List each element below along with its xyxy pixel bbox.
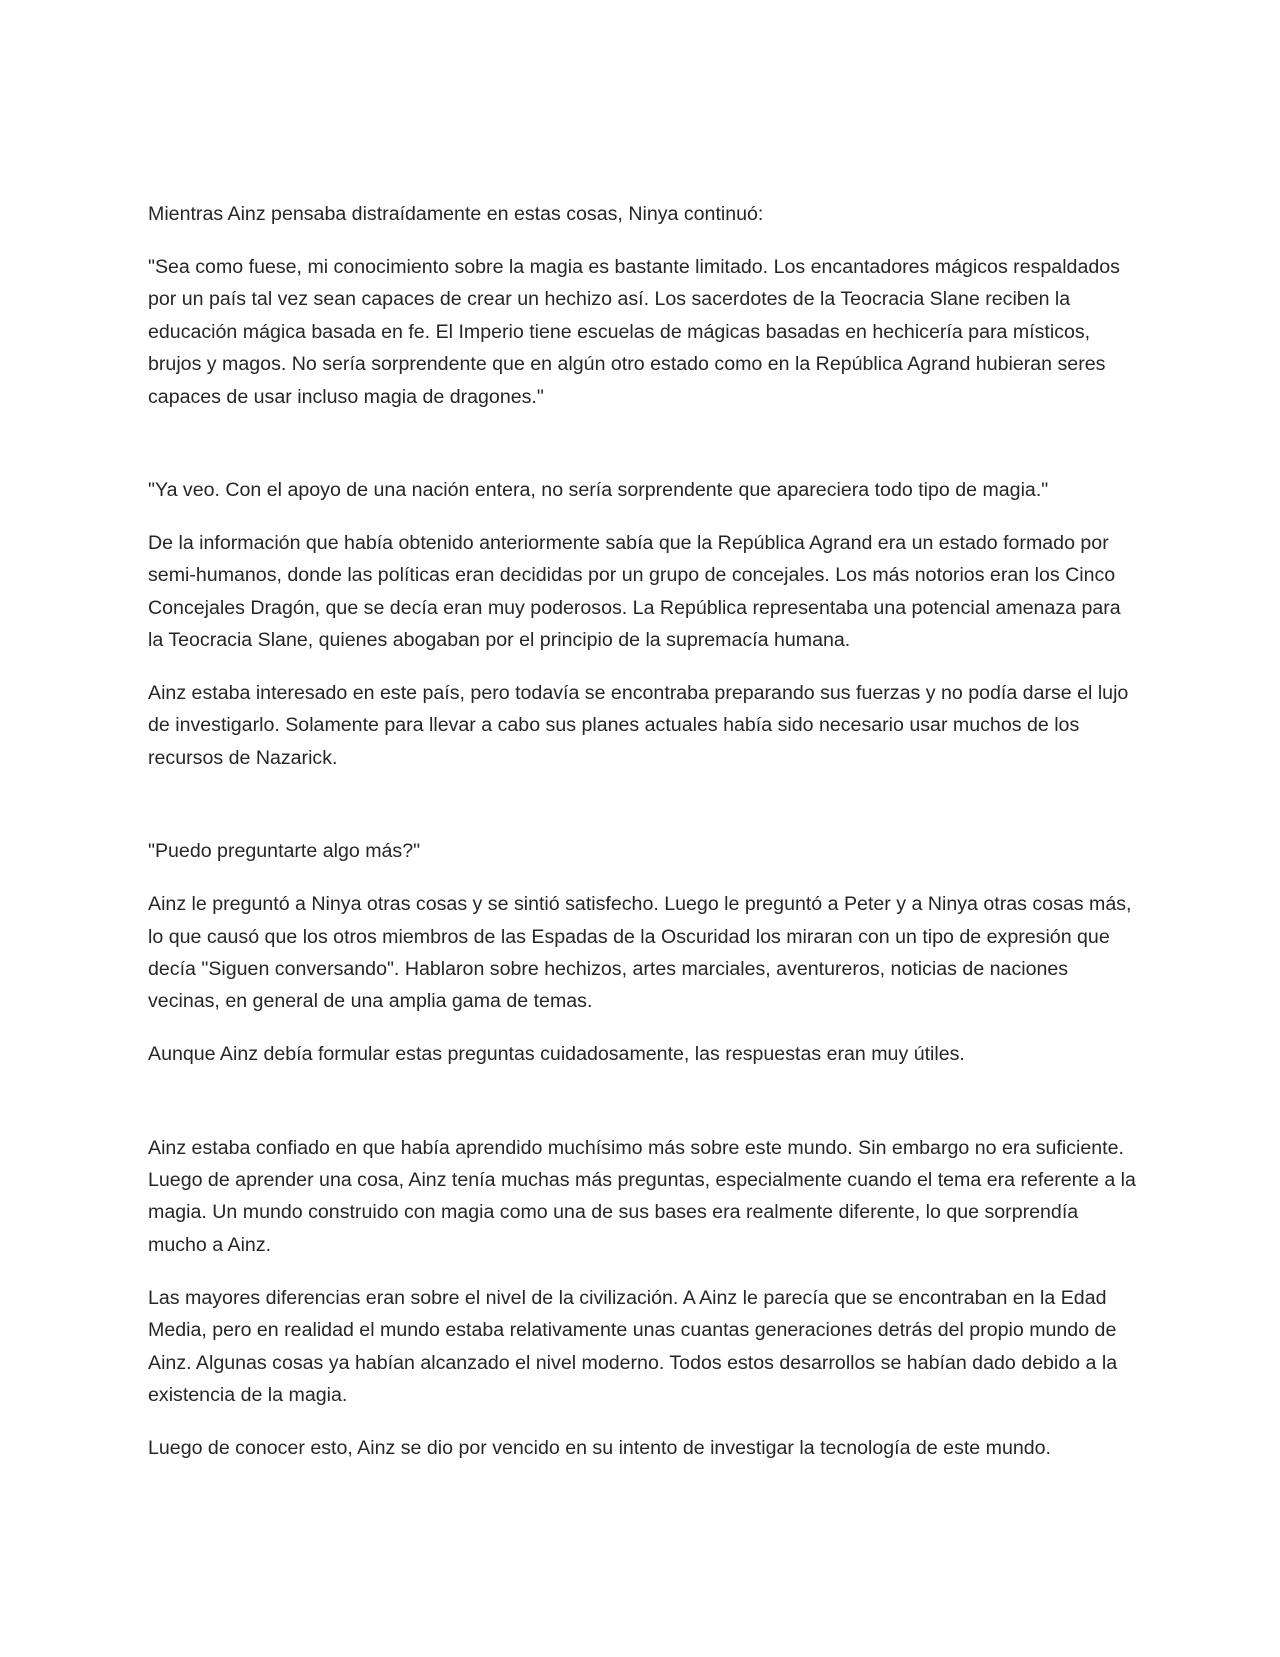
paragraph: Ainz le preguntó a Ninya otras cosas y se sintió satisfecho. Luego le preguntó a Peter y a Ninya otras cosas más, lo que causó que los otros miembros de las Espadas de la Oscuridad los miraran con un tipo de expresión que decía "Siguen conversando". Hablaron sobre hechizos, artes marciales, aventureros, noticias de naciones vecinas, en general de una amplia gama de temas.: [148, 893, 1132, 1013]
paragraph: Ainz estaba confiado en que había aprendido muchísimo más sobre este mundo. Sin embargo no era suficiente. Luego de aprender una cosa, Ainz tenía muchas más preguntas, especialmente cuando el tema era referente a la magia. Un mundo construido con magia como una de sus bases era realmente diferente, lo que sorprendía mucho a Ainz.: [148, 1136, 1136, 1256]
paragraph: Las mayores diferencias eran sobre el nivel de la civilización. A Ainz le parecía que se encontraban en la Edad Media, pero en realidad el mundo estaba relativamente unas cuantas generaciones detrás del propio mundo de Ainz. Algunas cosas ya habían alcanzado el nivel moderno. Todos estos desarrollos se habían dado debido a la existencia de la magia.: [148, 1286, 1118, 1406]
document-body: [148, 198, 1138, 1485]
paragraph: Ainz estaba interesado en este país, pero todavía se encontraba preparando sus fuerzas y no podía darse el lujo de investigarlo. Solamente para llevar a cabo sus planes actuales había sido necesario usar muchos de los recursos de Nazarick.: [148, 681, 1129, 769]
paragraph: Mientras Ainz pensaba distraídamente en estas cosas, Ninya continuó:: [148, 203, 764, 225]
paragraph: Aunque Ainz debía formular estas preguntas cuidadosamente, las respuestas eran muy útiles.: [148, 1043, 965, 1066]
paragraph: Luego de conocer esto, Ainz se dio por vencido en su intento de investigar la tecnología de este mundo.: [148, 1436, 1052, 1459]
paragraph: "Ya veo. Con el apoyo de una nación entera, no sería sorprendente que apareciera todo tipo de magia.": [148, 478, 1049, 501]
paragraph: "Puedo preguntarte algo más?": [148, 840, 421, 863]
paragraph: "Sea como fuese, mi conocimiento sobre la magia es bastante limitado. Los encantadores mágicos respaldados por un país tal vez sean capaces de crear un hechizo así. Los sacerdotes de la Teocracia Slane reciben la educación mágica basada en fe. El Imperio tiene escuelas de mágicas basadas en hechicería para místicos, brujos y magos. No sería sorprendente que en algún otro estado como en la República Agrand hubieran seres capaces de usar incluso magia de dragones.": [148, 255, 1120, 408]
paragraph: De la información que había obtenido anteriormente sabía que la República Agrand era un estado formado por semi-humanos, donde las políticas eran decididas por un grupo de concejales. Los más notorios eran los Cinco Concejales Dragón, que se decía eran muy poderosos. La República representaba una potencial amenaza para la Teocracia Slane, quienes abogaban por el principio de la supremacía humana.: [148, 531, 1121, 652]
